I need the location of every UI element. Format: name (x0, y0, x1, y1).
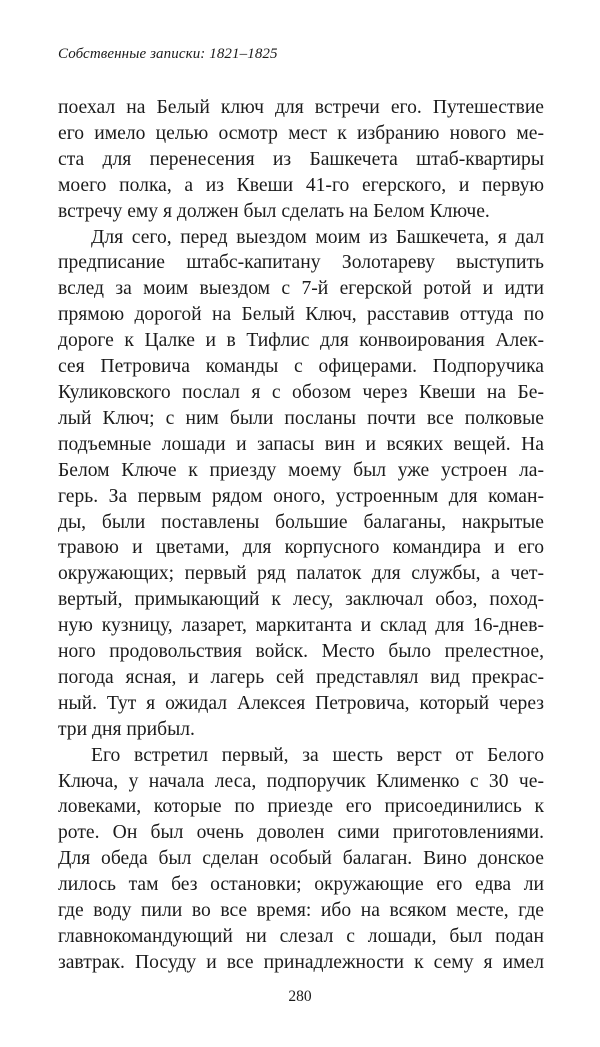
text-line: три дня прибыл. (58, 718, 195, 740)
text-line: завтрак. Посуду и все принадлежности к сему я имел (58, 951, 544, 973)
text-line: поехал на Белый ключ для встречи его. Путешествие (58, 97, 544, 118)
text-line: Ключа, у начала леса, подпоручик Клименко с 30 че- (58, 770, 544, 792)
text-line: окружающих; первый ряд палаток для службы, а чет- (58, 563, 544, 585)
text-line: дороге к Цалке и в Тифлис для конвоирования Алек- (58, 330, 544, 352)
text-line: прямою дорогой на Белый Ключ, расставив оттуда по (58, 304, 544, 326)
body-text (58, 95, 544, 976)
running-header: Собственные записки: 1821–1825 (58, 46, 278, 62)
text-line: его имело целью осмотр мест к избранию нового ме- (58, 122, 544, 144)
text-line: сея Петровича команды с офицерами. Подпоручика (58, 356, 544, 378)
text-line: лый Ключ; с ним были посланы почти все полковые (58, 407, 544, 429)
text-line: ловеками, которые по приезде его присоединились к (58, 796, 544, 818)
text-line: Для сего, перед выездом моим из Башкечета, я дал (91, 226, 544, 248)
text-line: встречу ему я должен был сделать на Белом Ключе. (58, 200, 490, 222)
text-line: главнокомандующий ни слезал с лошади, был подан (58, 926, 544, 947)
page-number: 280 (288, 988, 312, 1005)
text-line: вслед за моим выездом с 7-й егерской ротой и идти (58, 278, 544, 300)
text-line: ста для перенесения из Башкечета штаб-квартиры (58, 148, 544, 170)
text-line: герь. За первым рядом оного, устроенным для коман- (58, 485, 544, 507)
paragraph (58, 743, 544, 976)
text-line: предписание штабс-капитану Золотареву выступить (58, 252, 544, 274)
text-line: вертый, примыкающий к лесу, заключал обоз, поход- (58, 589, 544, 611)
text-line: подъемные лошади и запасы вин и всяких вещей. На (58, 433, 544, 455)
text-line: лилось там без остановки; окружающие его едва ли (58, 874, 544, 896)
text-line: травою и цветами, для корпусного командира и его (58, 537, 544, 559)
text-line: ный. Тут я ожидал Алексея Петровича, который через (58, 692, 544, 714)
paragraph (58, 95, 544, 225)
text-line: Для обеда был сделан особый балаган. Вино донское (58, 848, 544, 870)
text-line: ного продовольствия войск. Место было прелестное, (58, 641, 544, 663)
paragraph (58, 225, 544, 743)
text-line: ную кузницу, лазарет, маркитанта и склад для 16-днев- (58, 615, 544, 637)
text-line: моего полка, а из Квеши 41-го егерского, и первую (58, 174, 544, 196)
text-line: Куликовского послал я с обозом через Квеши на Бе- (58, 381, 544, 403)
text-line: ды, были поставлены большие балаганы, накрытые (58, 511, 544, 533)
text-line: Белом Ключе к приезду моему был уже устроен ла- (58, 459, 544, 481)
text-line: роте. Он был очень доволен сими приготовлениями. (58, 822, 544, 844)
text-line: Его встретил первый, за шесть верст от Белого (91, 744, 544, 766)
text-line: где воду пили во все время: ибо на всяком месте, где (58, 900, 544, 922)
text-line: погода ясная, и лагерь сей представлял вид прекрас- (58, 666, 544, 688)
